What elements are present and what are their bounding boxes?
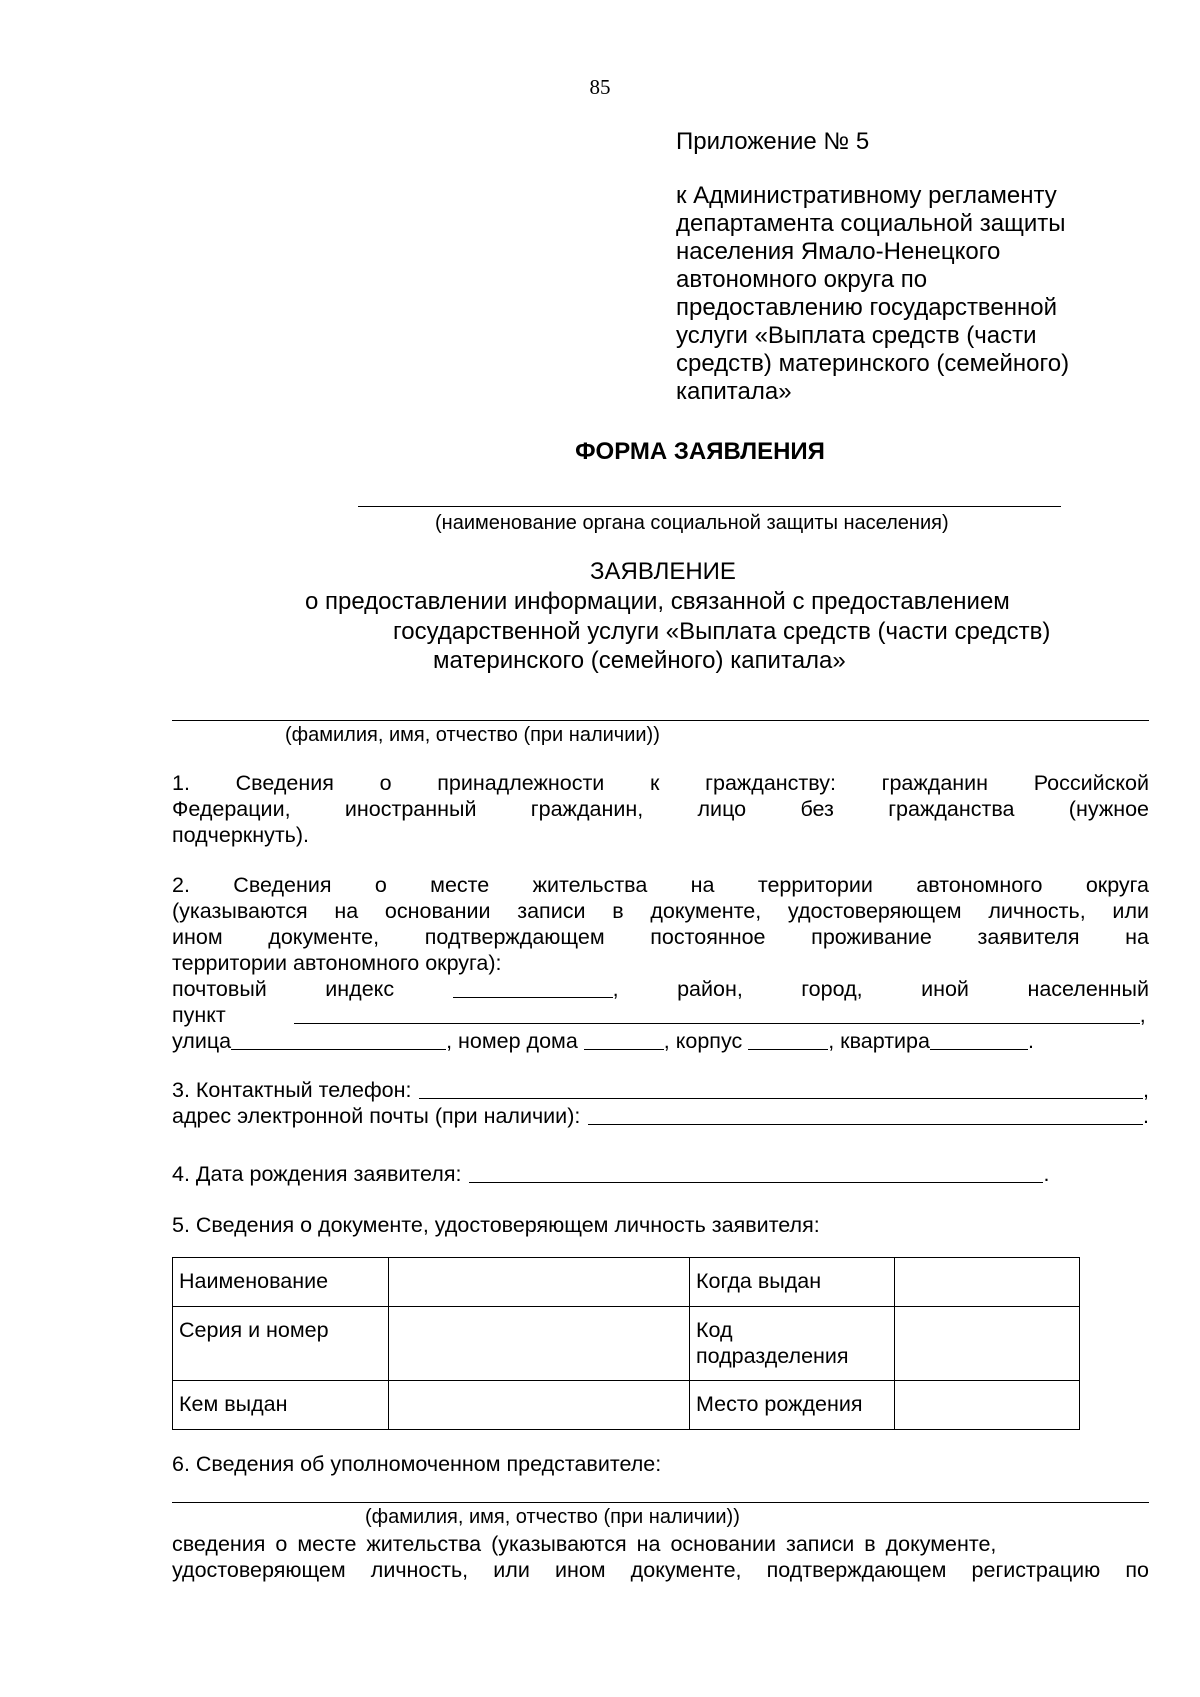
street-field[interactable] — [231, 1029, 446, 1050]
settlement-comma: , — [1139, 1003, 1146, 1027]
postal-label-b: индекс — [325, 977, 395, 1001]
section-contacts — [172, 1077, 1149, 1129]
application-subtitle-line1: о предоставлении информации, связанной с предоставлением — [305, 588, 1010, 615]
postal-label-g: населенный — [1027, 977, 1149, 1001]
postal-label-d: район, — [677, 977, 743, 1001]
email-label: адрес электронной почты (при наличии): — [172, 1104, 581, 1128]
postal-label-e: город, — [801, 977, 863, 1001]
apartment-label: , квартира — [828, 1029, 930, 1053]
doc-series-field[interactable] — [389, 1307, 690, 1381]
settlement-field[interactable] — [294, 1003, 1140, 1024]
phone-end: , — [1143, 1078, 1149, 1102]
page-number: 85 — [589, 75, 611, 99]
citizenship-line3: подчеркнуть). — [172, 823, 309, 847]
application-title: ЗАЯВЛЕНИЕ — [590, 558, 736, 585]
email-end: . — [1143, 1104, 1149, 1128]
birthdate-label: 4. Дата рождения заявителя: — [172, 1162, 462, 1186]
house-field[interactable] — [584, 1029, 664, 1050]
organ-name-caption: (наименование органа социальной защиты населения) — [435, 512, 949, 534]
postal-label-f: иной — [921, 977, 969, 1001]
representative-residence — [172, 1531, 1149, 1583]
representative-line2: удостоверяющем личность, или ином документе, подтверждающем регистрацию по — [172, 1558, 1149, 1582]
form-title: ФОРМА ЗАЯВЛЕНИЯ — [575, 438, 825, 465]
postal-code-field[interactable] — [453, 977, 613, 998]
representative-line1: сведения о месте жительства (указываются на основании записи в документе, — [172, 1532, 997, 1556]
appendix-line: капитала» — [676, 378, 792, 405]
appendix-line: населения Ямало-Ненецкого — [676, 238, 1001, 265]
building-field[interactable] — [748, 1029, 828, 1050]
phone-field[interactable] — [419, 1078, 1143, 1099]
doc-code-label-line2: подразделения — [696, 1344, 849, 1368]
birthdate-field[interactable] — [469, 1162, 1043, 1183]
residence-line3: ином документе, подтверждающем постоянное проживание заявителя на — [172, 925, 1149, 949]
table-row — [173, 1307, 1080, 1381]
building-label: , корпус — [663, 1029, 743, 1053]
postal-row — [172, 976, 1149, 1002]
citizenship-line1: 1. Сведения о принадлежности к гражданству: гражданин Российской — [172, 771, 1149, 795]
residence-line2: (указываются на основании записи в документе, удостоверяющем личность, или — [172, 899, 1149, 923]
doc-issued-date-field[interactable] — [895, 1258, 1080, 1307]
house-label: , номер дома — [446, 1029, 578, 1053]
table-row — [173, 1258, 1080, 1307]
representative-label: 6. Сведения об уполномоченном представителе: — [172, 1452, 662, 1476]
doc-birthplace-label: Место рождения — [690, 1381, 895, 1430]
application-subtitle-line2: государственной услуги «Выплата средств (части средств) — [393, 618, 1051, 645]
postal-label-a: почтовый — [172, 977, 267, 1001]
identity-doc-label: 5. Сведения о документе, удостоверяющем личность заявителя: — [172, 1213, 820, 1237]
doc-name-field[interactable] — [389, 1258, 690, 1307]
representative-name-line[interactable] — [172, 1502, 1149, 1503]
application-subtitle-line3: материнского (семейного) капитала» — [433, 647, 846, 674]
appendix-line: услуги «Выплата средств (части — [676, 322, 1037, 349]
address-end-dot: . — [1027, 1029, 1034, 1053]
email-field[interactable] — [588, 1104, 1143, 1125]
appendix-line: департамента социальной защиты — [676, 210, 1066, 237]
organ-name-line[interactable] — [358, 506, 1061, 507]
email-row — [172, 1103, 1149, 1129]
appendix-line: средств) материнского (семейного) — [676, 350, 1070, 377]
postal-comma: , — [612, 977, 619, 1001]
street-label: улица — [172, 1029, 232, 1053]
doc-name-label: Наименование — [173, 1258, 389, 1307]
doc-issued-by-label: Кем выдан — [173, 1381, 389, 1430]
section-citizenship — [172, 770, 1149, 848]
residence-line4: территории автономного округа): — [172, 951, 502, 975]
residence-line1: 2. Сведения о месте жительства на территории автономного округа — [172, 873, 1149, 897]
applicant-name-line[interactable] — [172, 720, 1149, 721]
applicant-name-caption: (фамилия, имя, отчество (при наличии)) — [285, 724, 660, 746]
doc-code-field[interactable] — [895, 1307, 1080, 1381]
doc-code-label — [690, 1307, 895, 1381]
phone-label: 3. Контактный телефон: — [172, 1078, 412, 1102]
appendix-reference — [676, 182, 1146, 406]
representative-name-caption: (фамилия, имя, отчество (при наличии)) — [365, 1506, 740, 1528]
doc-birthplace-field[interactable] — [895, 1381, 1080, 1430]
appendix-line: автономного округа по — [676, 266, 928, 293]
appendix-title: Приложение № 5 — [676, 128, 870, 155]
birthdate-end: . — [1043, 1162, 1050, 1186]
section-birthdate — [172, 1161, 1149, 1187]
birthdate-row — [172, 1161, 1149, 1187]
appendix-line: к Административному регламенту — [676, 182, 1057, 209]
apartment-field[interactable] — [930, 1029, 1028, 1050]
section-residence — [172, 872, 1149, 1054]
doc-issued-by-field[interactable] — [389, 1381, 690, 1430]
appendix-line: предоставлению государственной — [676, 294, 1058, 321]
table-row — [173, 1381, 1080, 1430]
doc-code-label-line1: Код — [696, 1318, 733, 1342]
doc-issued-date-label: Когда выдан — [690, 1258, 895, 1307]
identity-doc-table — [172, 1257, 1080, 1430]
citizenship-line2: Федерации, иностранный гражданин, лицо без гражданства (нужное — [172, 797, 1149, 821]
settlement-label: пункт — [172, 1003, 226, 1027]
settlement-row — [172, 1002, 1149, 1028]
address-row — [172, 1028, 1149, 1054]
phone-row — [172, 1077, 1149, 1103]
doc-series-label: Серия и номер — [173, 1307, 389, 1381]
